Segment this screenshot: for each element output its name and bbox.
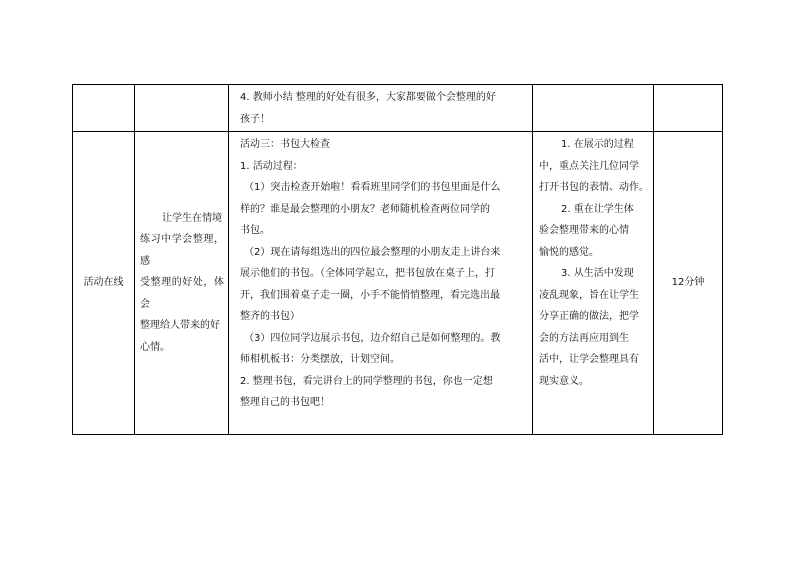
goal-line: 让学生在情境 — [162, 212, 222, 224]
focus-cell-empty — [533, 85, 654, 132]
activity-line: 书包。 — [240, 225, 270, 236]
activity-line: 样的？谁是最会整理的小朋友？老师随机检查两位同学的 — [240, 203, 490, 215]
activity-line: （3）四位同学边展示书包，边介绍自己是如何整理的。教 — [244, 332, 501, 344]
activity-line: 展示他们的书包。（全体同学起立，把书包放在桌子上，打 — [240, 268, 495, 279]
focus-line: 凌乱现象，旨在让学生 — [539, 289, 639, 301]
stage-cell-empty — [73, 85, 135, 132]
goal-line: 心情。 — [140, 341, 170, 353]
goal-cell — [135, 132, 229, 435]
focus-line: 现实意义。 — [539, 375, 589, 387]
focus-line: 分享正确的做法，把学 — [539, 311, 639, 322]
focus-cell — [533, 132, 654, 435]
activity-line: （1）突击检查开始啦！看看班里同学们的书包里面是什么 — [244, 182, 501, 193]
activity-line: 师相机板书：分类摆放，计划空间。 — [240, 354, 400, 365]
activity-line: 整齐的书包） — [240, 311, 300, 322]
focus-line: 2. 重在让学生体 — [561, 203, 634, 215]
focus-line: 打开书包的表情、动作。 — [539, 182, 649, 193]
activity-line: 整理自己的书包吧！ — [240, 397, 330, 408]
activity-line: 1. 活动过程： — [240, 160, 303, 172]
goal-line: 受整理的好处，体会 — [140, 277, 224, 310]
activity-line: 开，我们围着桌子走一圈，小手不能悄悄整理，看完选出最 — [240, 289, 500, 301]
stage-cell — [73, 132, 135, 435]
focus-line: 会的方法再应用到生 — [539, 332, 629, 344]
activity-title: 活动三：书包大检查 — [240, 139, 330, 150]
focus-line: 1. 在展示的过程 — [561, 139, 634, 150]
focus-line: 活中，让学会整理具有 — [539, 354, 639, 365]
lesson-plan-table — [72, 84, 723, 435]
focus-line: 愉悦的感觉。 — [539, 246, 599, 258]
activity-line: （2）现在请每组选出的四位最会整理的小朋友走上讲台来 — [244, 246, 501, 258]
time-cell — [654, 132, 723, 435]
goal-cell-empty — [135, 85, 229, 132]
table-row-summary — [73, 85, 723, 132]
activity-cell-summary — [229, 85, 533, 132]
goal-line: 练习中学会整理，感 — [140, 234, 224, 267]
focus-line: 3. 从生活中发现 — [561, 268, 634, 279]
time-value: 12分钟 — [671, 277, 705, 289]
goal-line: 整理给人带来的好 — [140, 320, 220, 332]
time-cell-empty — [654, 85, 723, 132]
activity-line: 2. 整理书包，看完讲台上的同学整理的书包，你也一定想 — [240, 375, 493, 387]
focus-line: 验会整理带来的心情 — [539, 225, 629, 236]
activity-cell — [229, 132, 533, 435]
summary-line: 孩子！ — [240, 113, 270, 125]
table-row-activity — [73, 132, 723, 435]
summary-line: 4. 教师小结 整理的好处有很多，大家都要做个会整理的好 — [240, 92, 496, 103]
focus-line: 中，重点关注几位同学 — [539, 160, 639, 172]
stage-label: 活动在线 — [83, 277, 124, 289]
